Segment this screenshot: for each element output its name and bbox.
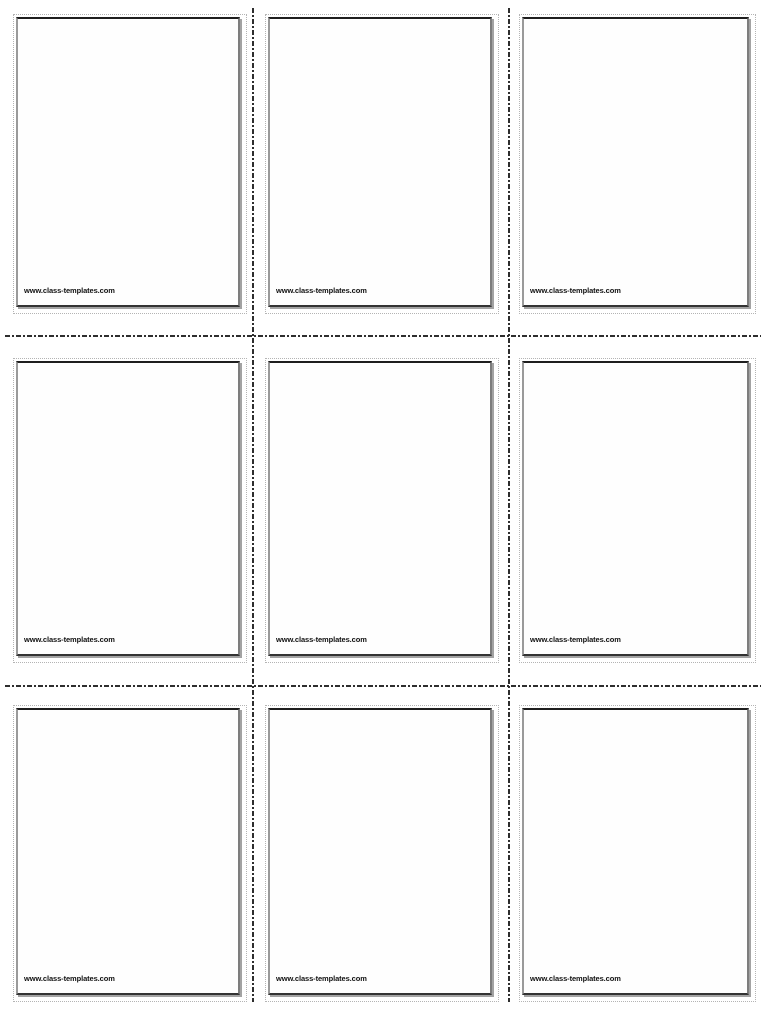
card-footer-url: www.class-templates.com [24, 635, 115, 644]
flashcard [519, 14, 756, 314]
card-footer-url: www.class-templates.com [530, 635, 621, 644]
flashcard [265, 358, 499, 663]
flashcard [13, 14, 247, 314]
card-footer-url: www.class-templates.com [530, 286, 621, 295]
card-area [16, 708, 240, 995]
card-area [16, 17, 240, 307]
card-footer-url: www.class-templates.com [530, 974, 621, 983]
card-footer-url: www.class-templates.com [276, 635, 367, 644]
flashcard [265, 705, 499, 1002]
flashcard [265, 14, 499, 314]
card-area [522, 17, 749, 307]
cut-line-vertical [252, 8, 254, 1002]
card-area [268, 361, 492, 656]
card-footer-url: www.class-templates.com [276, 286, 367, 295]
flashcard [519, 358, 756, 663]
flashcard [13, 705, 247, 1002]
card-area [16, 361, 240, 656]
flashcard [13, 358, 247, 663]
cut-line-horizontal [5, 335, 761, 337]
card-area [522, 708, 749, 995]
cut-line-vertical [508, 8, 510, 1002]
card-footer-url: www.class-templates.com [276, 974, 367, 983]
card-footer-url: www.class-templates.com [24, 974, 115, 983]
cut-line-horizontal [5, 685, 761, 687]
card-area [522, 361, 749, 656]
flashcard [519, 705, 756, 1002]
card-area [268, 708, 492, 995]
card-area [268, 17, 492, 307]
card-footer-url: www.class-templates.com [24, 286, 115, 295]
